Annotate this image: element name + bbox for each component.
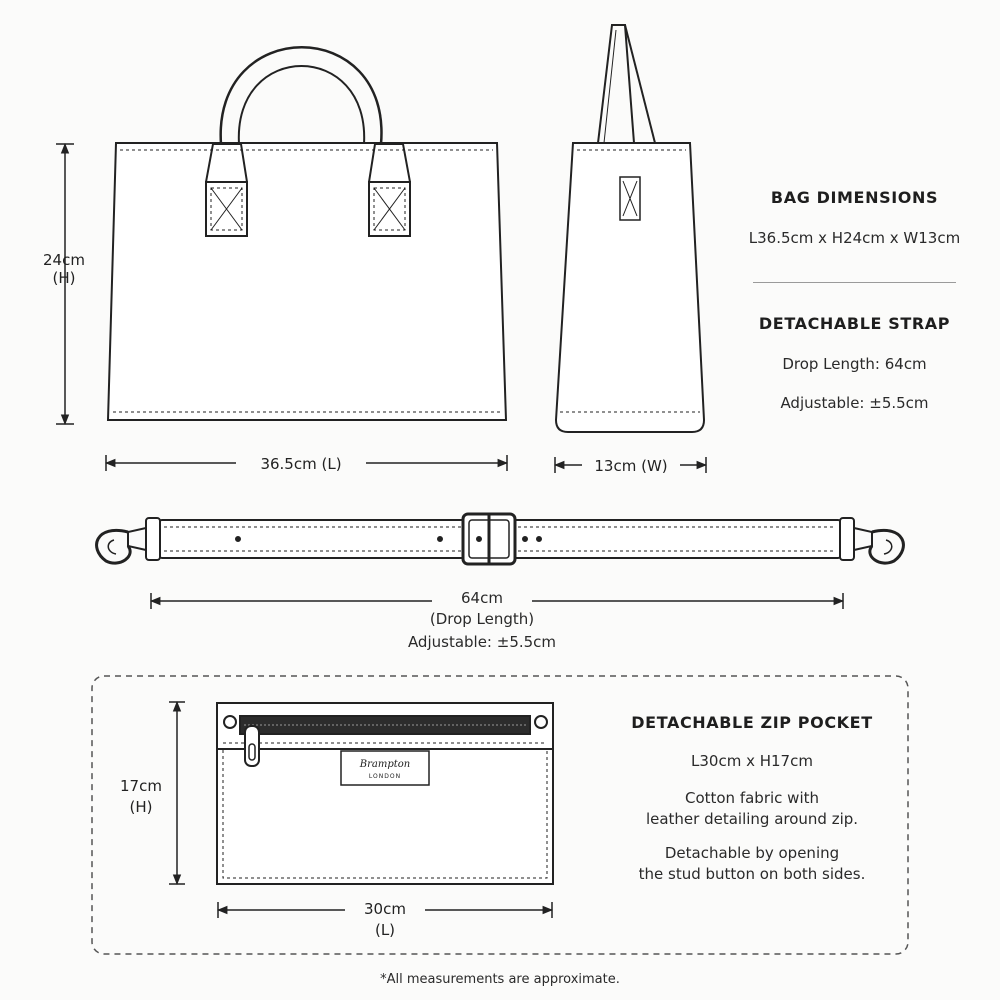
- zip-pocket-detach-line1: Detachable by opening: [664, 844, 840, 862]
- logo-city-text: LONDON: [368, 773, 402, 780]
- logo-brand-text: Brampton: [359, 759, 411, 770]
- bag-height-axis: (H): [52, 269, 76, 287]
- bag-height-value: 24cm: [43, 251, 85, 269]
- zip-pocket-detach: [608, 843, 896, 885]
- pocket-length-label: [345, 899, 425, 941]
- strap-length-caption: (Drop Length): [429, 610, 535, 628]
- pocket-height-axis: (H): [129, 798, 153, 816]
- bag-dimensions-text: L36.5cm x H24cm x W13cm: [748, 229, 961, 247]
- strap-length-value: 64cm: [432, 588, 532, 609]
- strap-adjust-text: Adjustable: ±5.5cm: [780, 394, 929, 412]
- pocket-length-axis: (L): [374, 921, 396, 939]
- bag-height-label: [32, 251, 96, 287]
- pocket-height-label: [109, 776, 173, 818]
- pocket-height-value: 17cm: [120, 777, 162, 795]
- strap-heading: DETACHABLE STRAP: [758, 314, 951, 333]
- zip-pocket-detach-line2: the stud button on both sides.: [638, 865, 866, 883]
- bag-front-view: [108, 47, 506, 420]
- info-divider: [753, 282, 956, 283]
- strap-drawing: [97, 514, 904, 564]
- zip-pocket-material-line1: Cotton fabric with: [684, 789, 820, 807]
- strap-adjust-caption: Adjustable: ±5.5cm: [407, 633, 557, 651]
- bag-side-view: [556, 25, 704, 432]
- strap-drop-text: Drop Length: 64cm: [782, 355, 927, 373]
- zip-pocket-material-line2: leather detailing around zip.: [645, 810, 859, 828]
- pocket-length-value: 30cm: [364, 900, 406, 918]
- zip-pocket-drawing: [217, 703, 553, 884]
- bag-width-label: 13cm (W): [582, 457, 680, 475]
- zip-pocket-material: [608, 788, 896, 830]
- bag-dimensions-heading: BAG DIMENSIONS: [770, 188, 939, 207]
- footnote: *All measurements are approximate.: [380, 972, 620, 987]
- bag-length-label: 36.5cm (L): [236, 455, 366, 473]
- zip-pocket-heading: DETACHABLE ZIP POCKET: [631, 713, 873, 732]
- zip-pocket-dims: L30cm x H17cm: [691, 752, 813, 770]
